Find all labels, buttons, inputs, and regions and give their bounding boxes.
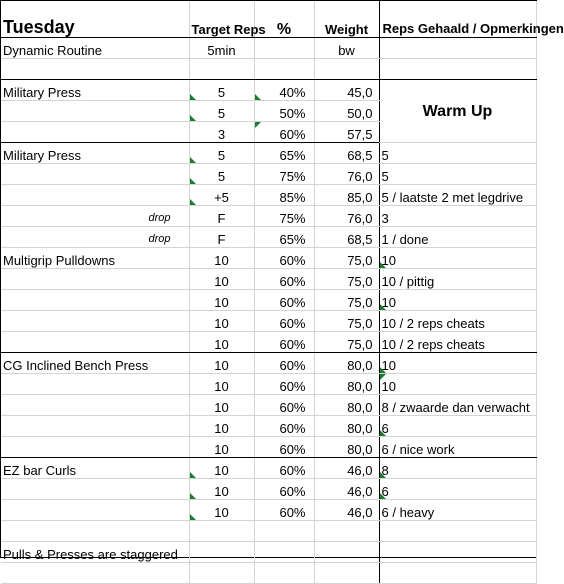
notes-cell[interactable]	[379, 521, 536, 542]
notes-cell[interactable]	[379, 416, 536, 437]
weight-cell[interactable]	[314, 542, 379, 563]
header-row	[1, 1, 536, 38]
comment-indicator-icon	[190, 115, 196, 121]
weight-cell[interactable]: 75,0	[314, 332, 379, 353]
comment-indicator-icon	[380, 367, 386, 373]
table-row	[1, 416, 536, 437]
reps-cell[interactable]: F	[189, 227, 254, 248]
warmup-label-cell[interactable]	[379, 80, 536, 143]
notes-cell[interactable]: 5 / laatste 2 met legdrive	[379, 185, 536, 206]
percent-cell[interactable]	[254, 563, 314, 584]
reps-cell[interactable]	[189, 479, 254, 500]
table-row	[1, 458, 536, 479]
day-title-cell[interactable]	[1, 1, 189, 38]
comment-indicator-icon	[380, 374, 386, 380]
percent-cell[interactable]: 60%	[254, 290, 314, 311]
weight-cell[interactable]: 80,0	[314, 374, 379, 395]
notes-cell[interactable]	[379, 38, 536, 59]
percent-cell[interactable]: 60%	[254, 458, 314, 479]
comment-indicator-icon	[190, 199, 196, 205]
weight-cell[interactable]: 68,5	[314, 143, 379, 164]
comment-indicator-icon	[190, 472, 196, 478]
percent-cell[interactable]: 65%	[254, 143, 314, 164]
percent-cell[interactable]: 60%	[254, 395, 314, 416]
reps-cell[interactable]: 3	[189, 122, 254, 143]
exercise-cell[interactable]	[1, 101, 189, 122]
exercise-cell[interactable]	[1, 416, 189, 437]
exercise-cell[interactable]	[1, 374, 189, 395]
exercise-cell[interactable]	[1, 185, 189, 206]
table-row	[1, 374, 536, 395]
exercise-cell[interactable]	[1, 290, 189, 311]
reps-cell[interactable]	[189, 500, 254, 521]
reps-cell[interactable]: 10	[189, 437, 254, 458]
reps-cell[interactable]: 5min	[189, 38, 254, 59]
table-row	[1, 521, 536, 542]
exercise-cell[interactable]	[1, 437, 189, 458]
weight-cell[interactable]: 76,0	[314, 164, 379, 185]
reps-value: 5	[217, 169, 226, 184]
table-row	[1, 290, 536, 311]
percent-cell[interactable]	[254, 521, 314, 542]
exercise-cell[interactable]: Military Press	[1, 143, 189, 164]
notes-cell[interactable]: 6 / heavy	[379, 500, 536, 521]
notes-cell[interactable]	[379, 458, 536, 479]
table-row	[1, 185, 536, 206]
notes-cell[interactable]: 5	[379, 143, 536, 164]
weight-cell[interactable]	[314, 521, 379, 542]
warmup-label: Warm Up	[422, 102, 493, 120]
percent-cell[interactable]: 75%	[254, 206, 314, 227]
notes-cell[interactable]: 3	[379, 206, 536, 227]
exercise-cell[interactable]	[1, 500, 189, 521]
percent-cell[interactable]	[254, 59, 314, 80]
exercise-cell[interactable]	[1, 164, 189, 185]
comment-indicator-icon	[190, 514, 196, 520]
percent-cell[interactable]: 75%	[254, 164, 314, 185]
percent-cell[interactable]	[254, 80, 314, 101]
exercise-cell[interactable]	[1, 332, 189, 353]
table-row	[1, 80, 536, 101]
percent-cell[interactable]: 60%	[254, 269, 314, 290]
comment-indicator-icon	[190, 178, 196, 184]
notes-cell[interactable]: 1 / done	[379, 227, 536, 248]
day-title: Tuesday	[3, 17, 75, 37]
exercise-cell[interactable]: Dynamic Routine	[1, 38, 189, 59]
percent-cell[interactable]: 50%	[254, 101, 314, 122]
reps-cell[interactable]: 10	[189, 332, 254, 353]
table-row	[1, 353, 536, 374]
notes-value: 10	[381, 358, 396, 373]
notes-value: 6	[381, 421, 389, 436]
percent-cell[interactable]: 60%	[254, 353, 314, 374]
weight-cell[interactable]: 75,0	[314, 290, 379, 311]
table-row	[1, 437, 536, 458]
target-reps-header[interactable]: Target Reps	[189, 1, 254, 38]
notes-cell[interactable]	[379, 59, 536, 80]
weight-cell[interactable]: 80,0	[314, 395, 379, 416]
exercise-cell[interactable]: Multigrip Pulldowns	[1, 248, 189, 269]
table-row	[1, 479, 536, 500]
weight-cell[interactable]: 75,0	[314, 269, 379, 290]
reps-value: 10	[214, 463, 229, 478]
exercise-cell[interactable]	[1, 311, 189, 332]
weight-cell[interactable]: 76,0	[314, 206, 379, 227]
notes-value: 10	[381, 379, 396, 394]
percent-cell[interactable]: 60%	[254, 374, 314, 395]
percent-value: 40%	[279, 85, 306, 100]
notes-cell[interactable]: 10 / 2 reps cheats	[379, 332, 536, 353]
comment-indicator-icon	[380, 304, 386, 310]
exercise-cell[interactable]	[1, 395, 189, 416]
table-row	[1, 332, 536, 353]
exercise-cell[interactable]	[1, 563, 189, 584]
weight-cell[interactable]: 50,0	[314, 101, 379, 122]
weight-cell[interactable]: 75,0	[314, 311, 379, 332]
notes-cell[interactable]: 10 / pittig	[379, 269, 536, 290]
percent-cell[interactable]: 60%	[254, 500, 314, 521]
notes-cell[interactable]: 10 / 2 reps cheats	[379, 311, 536, 332]
comment-indicator-icon	[255, 94, 261, 100]
notes-cell[interactable]	[379, 353, 536, 374]
weight-cell[interactable]: 57,5	[314, 122, 379, 143]
reps-cell[interactable]: 10	[189, 248, 254, 269]
footer-note[interactable]: Pulls & Presses are staggered	[1, 542, 189, 563]
comment-indicator-icon	[255, 122, 261, 128]
weight-header[interactable]: Weight	[314, 1, 379, 38]
table-row	[1, 269, 536, 290]
table-row	[1, 311, 536, 332]
table-row	[1, 395, 536, 416]
weight-cell[interactable]: 68,5	[314, 227, 379, 248]
notes-cell[interactable]: 6 / nice work	[379, 437, 536, 458]
percent-value: 60%	[279, 127, 306, 142]
reps-cell[interactable]: 10	[189, 374, 254, 395]
reps-value: 5	[217, 148, 226, 163]
percent-cell[interactable]: 60%	[254, 416, 314, 437]
reps-value: 10	[214, 484, 229, 499]
reps-value: +5	[214, 190, 229, 205]
weight-cell[interactable]	[314, 59, 379, 80]
reps-cell[interactable]	[189, 101, 254, 122]
notes-cell[interactable]	[379, 563, 536, 584]
table-row	[1, 164, 536, 185]
percent-cell[interactable]: 60%	[254, 332, 314, 353]
weight-cell[interactable]: 46,0	[314, 458, 379, 479]
exercise-cell[interactable]	[1, 59, 189, 80]
reps-cell[interactable]: 10	[189, 269, 254, 290]
comment-indicator-icon	[190, 493, 196, 499]
exercise-cell[interactable]	[1, 269, 189, 290]
reps-cell[interactable]: 10	[189, 353, 254, 374]
reps-cell[interactable]	[189, 185, 254, 206]
exercise-cell[interactable]: EZ bar Curls	[1, 458, 189, 479]
percent-header[interactable]: %	[254, 1, 314, 38]
weight-cell[interactable]: 80,0	[314, 416, 379, 437]
table-row	[1, 38, 536, 59]
table-row	[1, 143, 536, 164]
drop-set-label[interactable]: drop	[1, 206, 189, 227]
reps-value: 5	[217, 85, 226, 100]
comment-indicator-icon	[380, 472, 386, 478]
weight-cell[interactable]: bw	[314, 38, 379, 59]
weight-cell[interactable]	[314, 563, 379, 584]
notes-value: 10	[381, 295, 396, 310]
exercise-cell[interactable]	[1, 479, 189, 500]
reps-cell[interactable]	[189, 143, 254, 164]
table-row	[1, 248, 536, 269]
weight-cell[interactable]: 80,0	[314, 353, 379, 374]
reps-cell[interactable]	[189, 59, 254, 80]
exercise-cell[interactable]: CG Inclined Bench Press	[1, 353, 189, 374]
workout-table	[1, 1, 564, 584]
notes-value: 6	[381, 484, 389, 499]
reps-cell[interactable]	[189, 563, 254, 584]
notes-cell[interactable]: 8 / zwaarde dan verwacht	[379, 395, 536, 416]
notes-cell[interactable]: 5	[379, 164, 536, 185]
reps-cell[interactable]: 10	[189, 395, 254, 416]
notes-cell[interactable]	[379, 374, 536, 395]
reps-value: 10	[214, 505, 229, 520]
table-row	[1, 206, 536, 227]
notes-cell[interactable]	[379, 290, 536, 311]
reps-cell[interactable]	[189, 164, 254, 185]
table-row	[1, 59, 536, 80]
notes-cell[interactable]	[379, 479, 536, 500]
reps-cell[interactable]: 10	[189, 290, 254, 311]
notes-value: 8	[381, 463, 389, 478]
notes-cell[interactable]	[379, 542, 536, 563]
percent-cell[interactable]: 85%	[254, 185, 314, 206]
drop-set-label[interactable]: drop	[1, 227, 189, 248]
percent-cell[interactable]: 60%	[254, 437, 314, 458]
reps-cell[interactable]	[189, 80, 254, 101]
table-row	[1, 500, 536, 521]
reps-cell[interactable]: 10	[189, 311, 254, 332]
weight-cell[interactable]: 46,0	[314, 479, 379, 500]
comment-indicator-icon	[380, 493, 386, 499]
notes-value: 10	[381, 253, 396, 268]
percent-cell[interactable]: 60%	[254, 248, 314, 269]
table-row	[1, 227, 536, 248]
weight-cell[interactable]: 80,0	[314, 437, 379, 458]
reps-cell[interactable]	[189, 542, 254, 563]
weight-cell[interactable]: 46,0	[314, 500, 379, 521]
percent-cell[interactable]: 60%	[254, 311, 314, 332]
reps-done-header[interactable]: Reps Gehaald / Opmerkingen	[379, 1, 536, 38]
reps-cell[interactable]: F	[189, 206, 254, 227]
exercise-cell[interactable]: Military Press	[1, 80, 189, 101]
percent-cell[interactable]	[254, 122, 314, 143]
reps-cell[interactable]	[189, 458, 254, 479]
reps-cell[interactable]: 10	[189, 416, 254, 437]
comment-indicator-icon	[190, 94, 196, 100]
reps-value: 5	[217, 106, 226, 121]
percent-cell[interactable]: 60%	[254, 479, 314, 500]
percent-cell[interactable]	[254, 38, 314, 59]
comment-indicator-icon	[190, 157, 196, 163]
reps-cell[interactable]	[189, 521, 254, 542]
weight-cell[interactable]: 45,0	[314, 80, 379, 101]
comment-indicator-icon	[380, 430, 386, 436]
exercise-cell[interactable]	[1, 521, 189, 542]
weight-cell[interactable]: 85,0	[314, 185, 379, 206]
exercise-cell[interactable]	[1, 122, 189, 143]
weight-cell[interactable]: 75,0	[314, 248, 379, 269]
notes-cell[interactable]	[379, 248, 536, 269]
percent-cell[interactable]	[254, 542, 314, 563]
comment-indicator-icon	[380, 262, 386, 268]
table-row	[1, 542, 536, 563]
table-row	[1, 563, 536, 584]
percent-cell[interactable]: 65%	[254, 227, 314, 248]
